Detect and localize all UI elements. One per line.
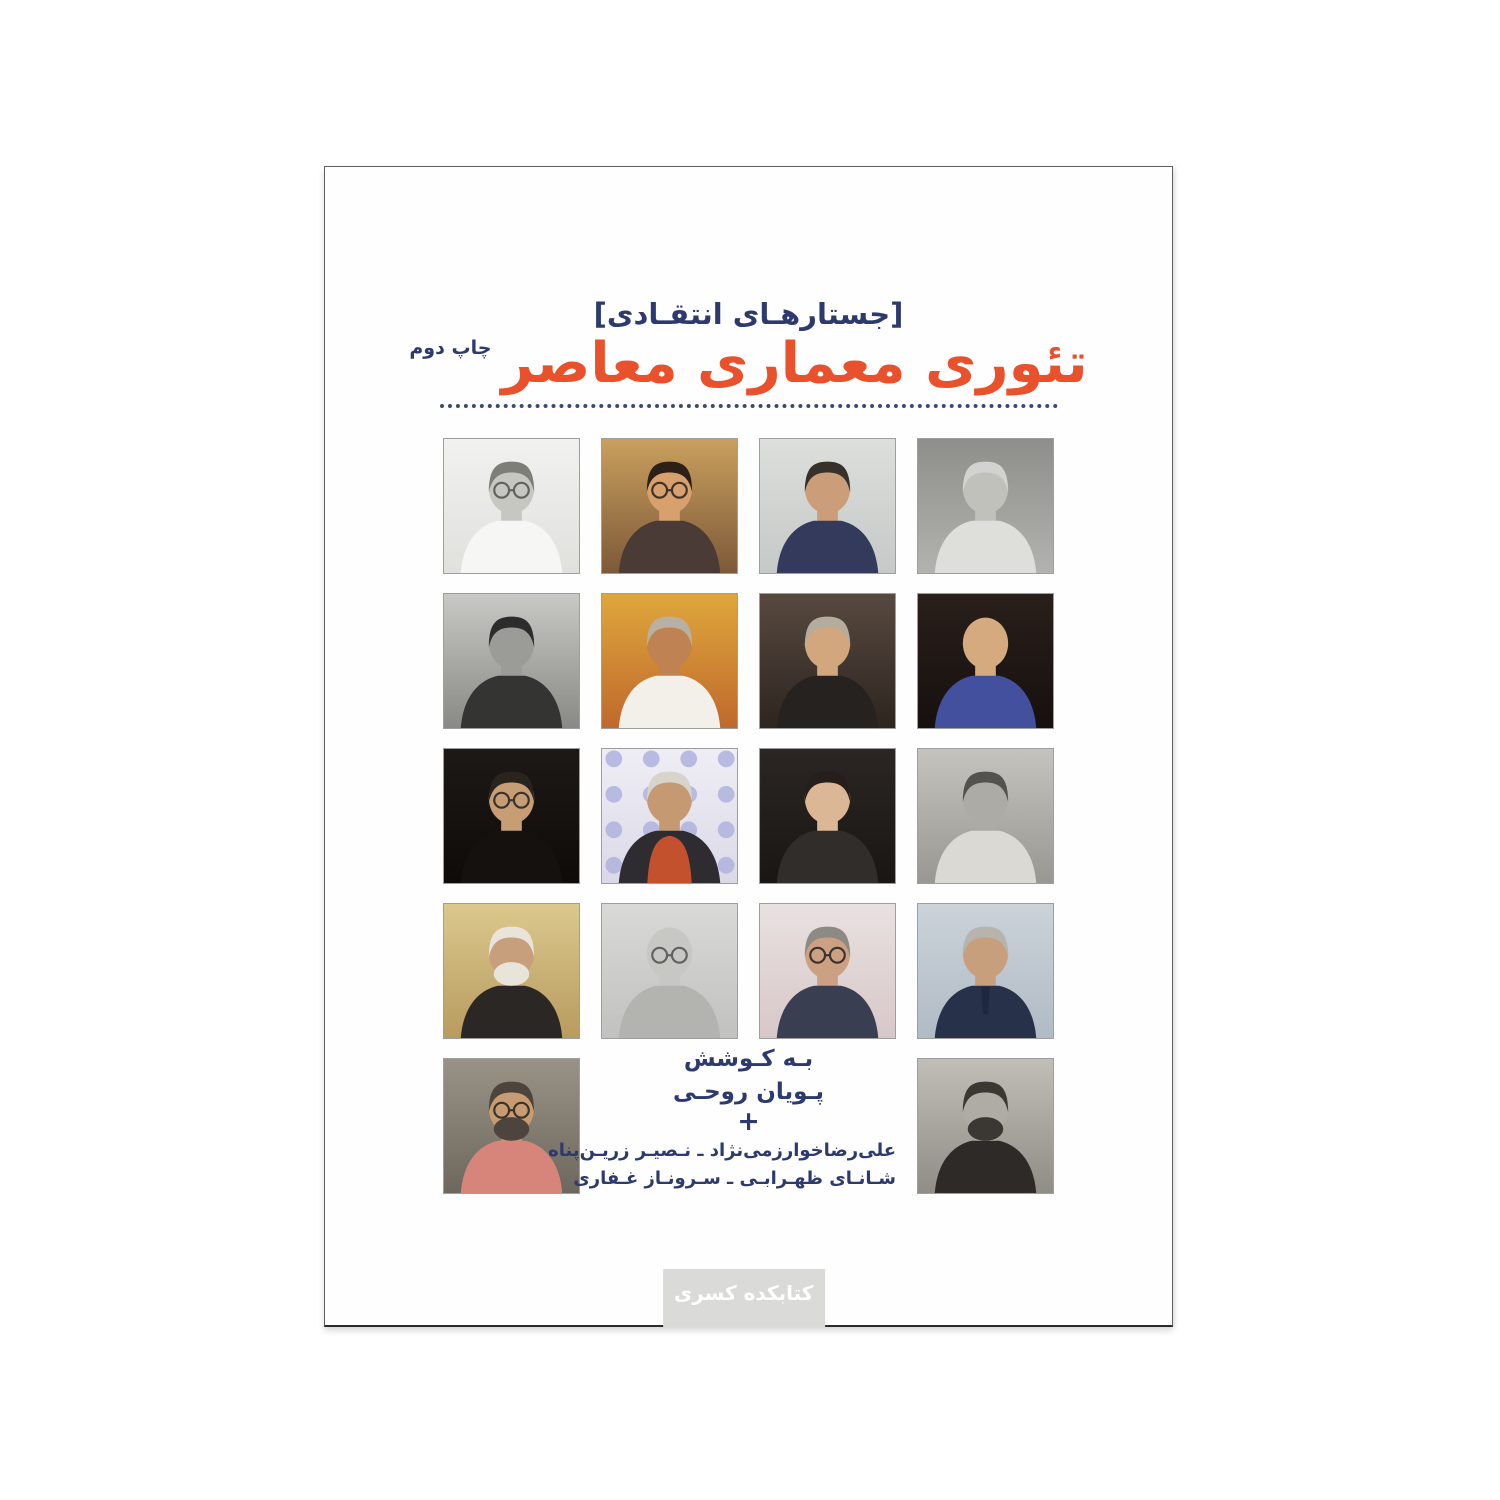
person-silhouette-icon	[760, 904, 895, 1038]
dotted-separator	[440, 404, 1058, 408]
person-silhouette-icon	[760, 594, 895, 728]
publisher-name: کتابکده کسری	[673, 1281, 814, 1305]
portrait-r2c1	[443, 593, 580, 729]
book-cover	[324, 166, 1173, 1327]
portrait-r4c4	[917, 903, 1054, 1039]
person-silhouette-icon	[444, 594, 579, 728]
person-silhouette-icon	[444, 904, 579, 1038]
portrait-r4c2	[601, 903, 738, 1039]
person-silhouette-icon	[760, 749, 895, 883]
portrait-r3c2	[601, 748, 738, 884]
credits-contributors-line1: علی‌رضاخوارزمی‌نژاد ـ نـصیـر زریـن‌پناه	[548, 1139, 896, 1161]
person-silhouette-icon	[602, 439, 737, 573]
book-title: تئوری معماری معاصر	[501, 331, 1088, 396]
portrait-r2c2	[601, 593, 738, 729]
person-silhouette-icon	[602, 904, 737, 1038]
credits-plus-sign: +	[737, 1105, 760, 1137]
person-silhouette-icon	[444, 1059, 579, 1193]
portrait-r3c4	[917, 748, 1054, 884]
portrait-r1c4	[917, 438, 1054, 574]
portrait-r1c3	[759, 438, 896, 574]
person-silhouette-icon	[602, 594, 737, 728]
subtitle: [جستارهـای انتقـادی]	[593, 297, 904, 331]
person-silhouette-icon	[918, 439, 1053, 573]
credits-block	[548, 1045, 896, 1194]
person-silhouette-icon	[918, 749, 1053, 883]
person-silhouette-icon	[918, 594, 1053, 728]
photo-grid	[443, 438, 1054, 1194]
credits-editor: پـویان روحـی	[672, 1078, 825, 1105]
person-silhouette-icon	[760, 439, 895, 573]
portrait-r4c1	[443, 903, 580, 1039]
portrait-r3c3	[759, 748, 896, 884]
person-silhouette-icon	[444, 749, 579, 883]
edition-note: چاپ دوم	[409, 337, 492, 359]
person-silhouette-icon	[918, 1059, 1053, 1193]
person-silhouette-icon	[602, 749, 737, 883]
publisher-logo	[663, 1269, 825, 1327]
portrait-r2c3	[759, 593, 896, 729]
portrait-r1c2	[601, 438, 738, 574]
credits-contributors-line2: شـانـای ظهـرابـی ـ سـرونـاز غـفاری	[573, 1167, 896, 1189]
portrait-r3c1	[443, 748, 580, 884]
portrait-r5c4	[917, 1058, 1054, 1194]
portrait-r4c3	[759, 903, 896, 1039]
person-silhouette-icon	[918, 904, 1053, 1038]
person-silhouette-icon	[444, 439, 579, 573]
portrait-r1c1	[443, 438, 580, 574]
credits-byline: بـه کـوشش	[683, 1045, 814, 1072]
portrait-r2c4	[917, 593, 1054, 729]
title-row	[325, 333, 1172, 396]
portrait-r5c1	[443, 1058, 580, 1194]
